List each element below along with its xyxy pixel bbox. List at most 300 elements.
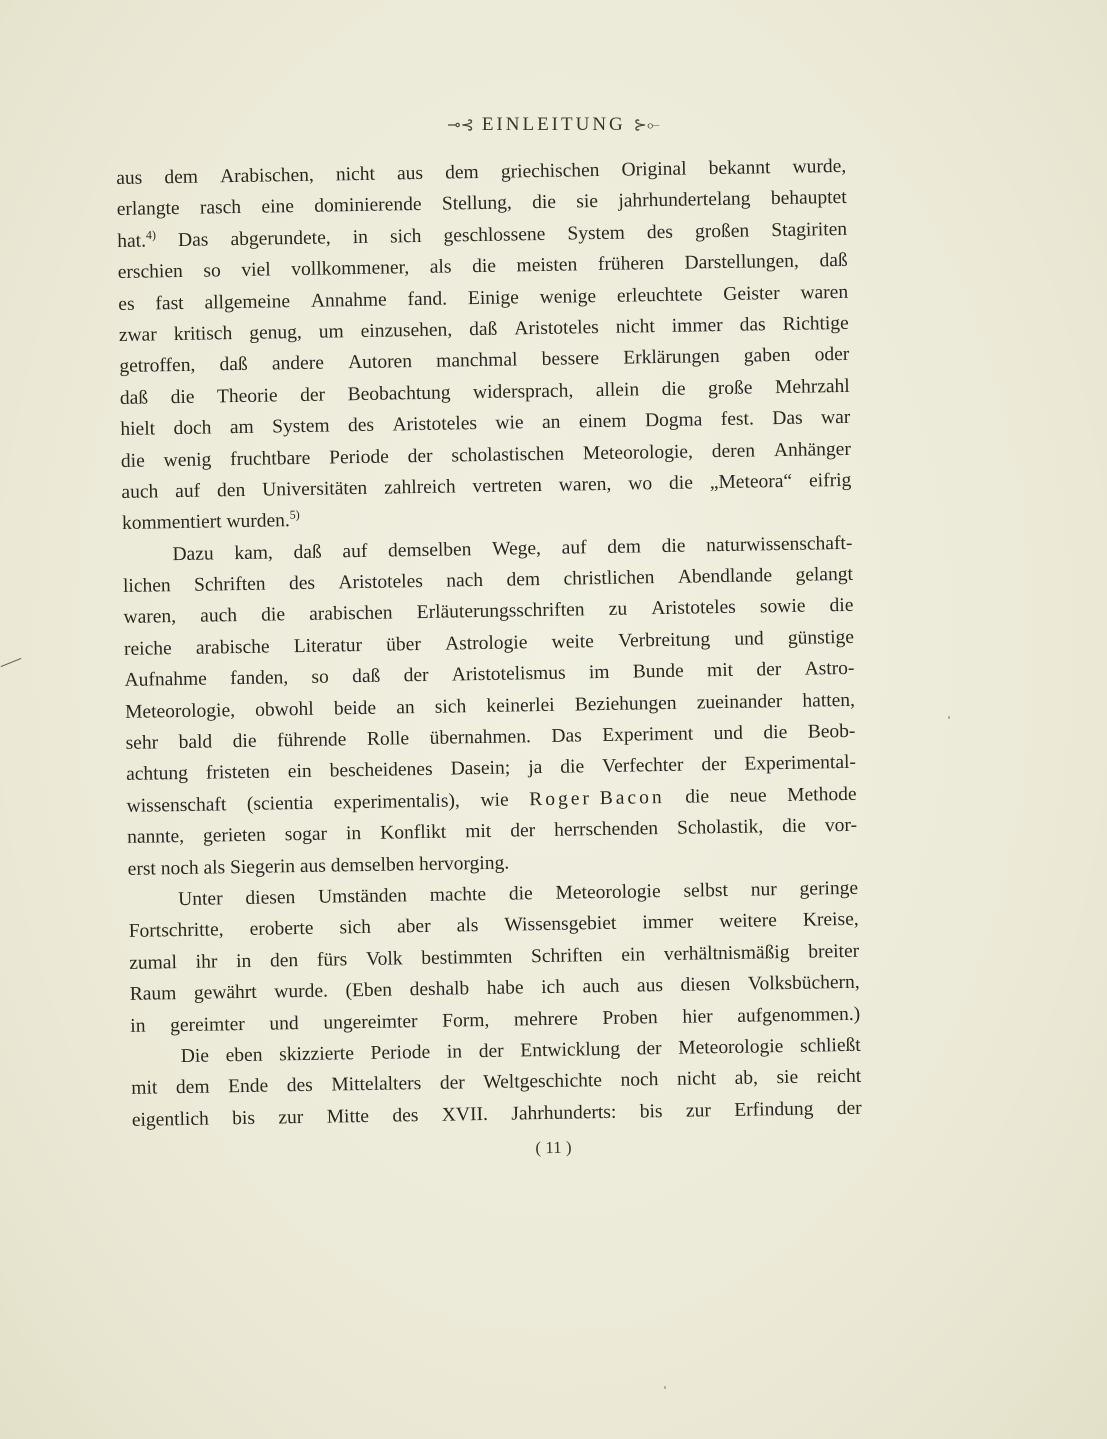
- word: eben: [225, 1044, 263, 1067]
- word: wissenschaft: [126, 794, 227, 817]
- word: (scientia: [246, 792, 314, 815]
- word: in: [352, 226, 369, 248]
- word: Das: [177, 229, 209, 251]
- word: eine: [261, 196, 295, 218]
- word: verhältnismäßig: [663, 941, 790, 965]
- word: zwar: [118, 324, 157, 346]
- word: Bunde: [632, 660, 684, 683]
- word: christlichen: [563, 567, 655, 590]
- word: die: [763, 721, 788, 744]
- word: wo: [628, 473, 653, 495]
- header-title: EINLEITUNG: [481, 114, 626, 135]
- word: sie: [776, 1067, 799, 1089]
- word: dominierende: [314, 194, 422, 218]
- word: den: [216, 479, 246, 502]
- word: Stellung,: [441, 192, 512, 215]
- word: auch: [121, 481, 159, 503]
- word: zueinander: [696, 690, 783, 714]
- word: XVII.: [441, 1103, 489, 1126]
- word: hielt: [120, 418, 156, 441]
- word: sich: [389, 225, 422, 248]
- emphasized-name: Roger Bacon: [529, 786, 665, 811]
- word: Aristoteles: [392, 413, 478, 436]
- word: Wissensgebiet: [504, 913, 617, 937]
- word: wie: [480, 789, 509, 811]
- word: fruchtbare: [230, 447, 311, 470]
- word: experimentalis),: [333, 790, 460, 814]
- word: Abendlande: [677, 565, 773, 588]
- word: widersprach,: [472, 380, 574, 403]
- word: Verbreitung: [617, 629, 711, 652]
- word: Schriften: [530, 944, 603, 967]
- word: Universitäten: [262, 477, 368, 501]
- word: kommentiert: [121, 511, 222, 535]
- word: abgerundete,: [230, 227, 331, 250]
- word: mit: [706, 660, 734, 682]
- word: Die: [180, 1045, 210, 1067]
- word: nicht: [335, 163, 376, 186]
- word: reicht: [816, 1066, 862, 1088]
- word: zur: [685, 1099, 712, 1122]
- word: Aristotelismus: [451, 662, 566, 686]
- word: der: [403, 665, 429, 687]
- word: Fortschritte,: [128, 919, 224, 943]
- word: Autoren: [347, 351, 413, 374]
- word: behauptet: [770, 187, 847, 210]
- word: fand.: [407, 288, 448, 310]
- word: hervorging.: [418, 852, 510, 875]
- word: mit: [465, 821, 492, 843]
- word: daß: [819, 250, 848, 272]
- word: waren: [800, 281, 849, 304]
- word: immer: [642, 911, 694, 934]
- word: nach: [446, 570, 484, 592]
- word: am: [229, 416, 254, 439]
- word: hat.$^{4)}$: [117, 227, 157, 252]
- word: große: [707, 377, 753, 399]
- word: mit: [131, 1077, 158, 1100]
- word: noch: [160, 857, 199, 879]
- word: breiter: [808, 940, 860, 963]
- word: auf: [342, 540, 368, 562]
- word: Mittelalters: [331, 1073, 422, 1096]
- word: des: [646, 221, 674, 243]
- word: übernahmen.: [429, 726, 532, 749]
- word: an: [541, 411, 561, 434]
- word: der: [701, 754, 727, 776]
- word: scholastischen: [451, 443, 565, 466]
- word: Aristoteles: [651, 597, 736, 620]
- word: die: [120, 450, 145, 472]
- word: der: [636, 1038, 662, 1060]
- word: erschien: [117, 261, 183, 284]
- word: der: [836, 1097, 862, 1119]
- word: sehr: [125, 732, 159, 754]
- word: Weltgeschichte: [483, 1070, 603, 1094]
- word: in: [446, 1041, 463, 1063]
- word: rasch: [199, 197, 242, 220]
- word: wurde.: [274, 980, 329, 1003]
- word: wurden.$^{5)}$: [226, 507, 300, 533]
- word: die: [170, 386, 195, 408]
- margin-mark: [1, 658, 22, 667]
- word: Meteorologie: [555, 881, 661, 904]
- word: Arabischen,: [219, 164, 314, 188]
- word: Beobachtung: [347, 382, 451, 405]
- word: die: [471, 255, 497, 278]
- word: daß: [293, 541, 322, 563]
- word: einem: [578, 410, 627, 433]
- word: an: [396, 696, 415, 719]
- word: arabischen: [309, 602, 393, 626]
- word: Mehrzahl: [774, 375, 850, 398]
- word: aus: [636, 975, 664, 997]
- word: daß: [219, 354, 248, 376]
- word: der: [300, 384, 326, 406]
- word: Methode: [787, 783, 857, 806]
- word: fast: [155, 292, 184, 314]
- word: der: [407, 445, 433, 467]
- word: Rolle: [366, 728, 410, 750]
- word: Beob-: [807, 720, 856, 743]
- word: hatten,: [802, 689, 856, 712]
- word: dem: [506, 569, 541, 591]
- word: andere: [271, 352, 325, 375]
- word: großen: [694, 220, 750, 243]
- word: der: [439, 1072, 465, 1095]
- word: viel: [241, 259, 271, 282]
- word: Ende: [227, 1075, 269, 1098]
- paper-speck: [664, 1386, 666, 1389]
- word: ihr: [195, 951, 218, 973]
- word: gelangt: [795, 563, 854, 586]
- word: die: [781, 815, 807, 838]
- word: den: [269, 949, 299, 972]
- word: dem: [175, 1076, 210, 1099]
- word: nicht: [615, 316, 655, 338]
- word: vertreten: [472, 474, 543, 498]
- word: Periode: [329, 446, 389, 469]
- word: Meteorologie,: [124, 699, 236, 723]
- word: hier: [682, 1005, 713, 1028]
- word: fristeten: [205, 761, 270, 785]
- paper-speck: [948, 716, 950, 719]
- word: zu: [608, 599, 628, 621]
- word: Scholastik,: [676, 816, 764, 839]
- word: genug,: [249, 321, 302, 344]
- word: Siegerin: [229, 855, 296, 878]
- word: waren,: [123, 606, 177, 629]
- word: und: [713, 722, 744, 745]
- word: über: [386, 633, 422, 656]
- word: ein: [287, 761, 312, 783]
- word: keinerlei: [486, 694, 555, 717]
- page-number: ( 11 ): [535, 1137, 572, 1158]
- word: reiche: [123, 638, 172, 660]
- word: des: [347, 414, 375, 437]
- word: dem: [164, 166, 199, 189]
- word: Dazu: [172, 543, 214, 565]
- word: auch: [582, 975, 620, 998]
- word: gewährt: [193, 981, 257, 1004]
- word: daß: [468, 318, 498, 341]
- word: Astrologie: [444, 632, 528, 655]
- word: Wege,: [492, 537, 542, 560]
- word: Dogma: [644, 409, 703, 432]
- word: der: [756, 659, 782, 681]
- word: Das: [772, 407, 803, 430]
- word: erst: [127, 858, 157, 880]
- running-header: [0, 114, 1107, 136]
- word: vor-: [824, 815, 858, 837]
- word: die: [668, 472, 694, 494]
- word: schließt: [799, 1034, 861, 1057]
- word: Literatur: [293, 634, 363, 657]
- word: beide: [333, 697, 377, 720]
- word: aus: [116, 167, 143, 189]
- word: herrschenden: [553, 818, 659, 842]
- word: Theorie: [216, 385, 278, 408]
- word: die: [531, 192, 557, 214]
- word: der: [510, 820, 536, 842]
- word: wurde,: [792, 155, 847, 178]
- word: sogar: [284, 823, 328, 846]
- word: System: [567, 222, 626, 245]
- word: diesen: [680, 974, 731, 996]
- word: die: [560, 756, 585, 779]
- word: Verfechter: [602, 755, 684, 778]
- word: naturwissenschaft-: [706, 532, 853, 556]
- word: ich: [540, 976, 566, 999]
- word: des: [392, 1104, 419, 1127]
- word: Darstellungen,: [684, 250, 800, 274]
- word: demselben: [387, 538, 472, 562]
- word: ja: [528, 757, 543, 779]
- footnote-reference: 4): [145, 227, 157, 242]
- word: daß: [351, 665, 381, 688]
- word: Proben: [602, 1006, 658, 1029]
- word: Volk: [365, 948, 403, 970]
- word: immer: [671, 314, 723, 337]
- word: Original: [621, 158, 687, 181]
- word: Erläuterungsschriften: [416, 599, 585, 624]
- word: System: [271, 415, 330, 438]
- word: eifrig: [808, 469, 852, 492]
- word: manchmal: [436, 349, 518, 373]
- word: Periode: [370, 1041, 431, 1064]
- word: kritisch: [173, 323, 233, 346]
- word: einzusehen,: [360, 319, 453, 342]
- word: dem: [445, 161, 479, 184]
- word: sie: [576, 191, 599, 213]
- word: habe: [486, 977, 524, 1000]
- word: selbst: [683, 879, 729, 902]
- word: Erklärungen: [623, 346, 720, 369]
- word: war: [820, 406, 851, 429]
- header-ornament-left: ⊸⊰: [447, 117, 475, 134]
- word: gaben: [743, 345, 791, 367]
- word: Stagiriten: [771, 218, 848, 241]
- word: als: [203, 856, 226, 879]
- word: Umständen: [317, 885, 408, 908]
- word: deren: [711, 439, 756, 462]
- word: ungereimter: [323, 1010, 418, 1034]
- word: Experiment: [602, 723, 694, 747]
- word: waren,: [558, 473, 612, 496]
- word: Meteorologie: [678, 1035, 784, 1059]
- word: Erfindung: [734, 1098, 814, 1121]
- word: das: [739, 314, 766, 336]
- word: wenige: [539, 285, 597, 308]
- word: vollkommener,: [291, 257, 410, 281]
- word: Jahrhunderts:: [511, 1101, 617, 1125]
- word: fanden,: [230, 667, 289, 690]
- word: daß: [119, 387, 149, 409]
- word: sowie: [759, 596, 806, 618]
- word: sich: [434, 695, 467, 718]
- word: Schriften: [193, 573, 266, 596]
- word: deshalb: [409, 978, 470, 1001]
- footnote-reference: 5): [289, 507, 300, 522]
- word: Meteorologie,: [582, 440, 694, 464]
- word: wenig: [163, 448, 212, 471]
- word: Entwicklung: [520, 1038, 621, 1062]
- header-ornament-right: ⊱⟜: [633, 117, 660, 134]
- word: Unter: [178, 888, 223, 911]
- word: doch: [173, 417, 212, 440]
- word: geringe: [799, 877, 859, 900]
- word: lichen: [122, 575, 171, 598]
- word: des: [288, 572, 316, 595]
- word: allein: [595, 379, 640, 401]
- word: in: [345, 823, 362, 845]
- word: zumal: [129, 951, 178, 974]
- word: fest.: [720, 408, 755, 431]
- word: allgemeine: [204, 290, 291, 314]
- word: achtung: [125, 763, 189, 786]
- word: griechischen: [500, 159, 600, 183]
- word: mehrere: [513, 1008, 578, 1031]
- word: Geister: [723, 282, 780, 305]
- word: der: [478, 1040, 504, 1063]
- word: die: [685, 786, 710, 808]
- word: getroffen,: [119, 355, 196, 378]
- word: kam,: [234, 542, 273, 564]
- word: meisten: [516, 254, 578, 277]
- word: Raum: [129, 983, 177, 1006]
- word: günstige: [787, 626, 855, 649]
- word: so: [311, 666, 329, 689]
- word: Annahme: [310, 289, 387, 312]
- word: Experimental-: [744, 752, 857, 776]
- word: aus: [299, 855, 327, 877]
- word: obwohl: [255, 698, 314, 721]
- word: jahrhundertelang: [618, 188, 751, 213]
- word: auf: [561, 536, 587, 559]
- word: als: [456, 915, 479, 937]
- word: Dasein;: [450, 757, 511, 780]
- word: Mitte: [326, 1105, 370, 1128]
- word: in: [235, 950, 252, 972]
- word: die: [661, 535, 686, 557]
- word: dem: [607, 536, 642, 558]
- word: Aufnahme: [124, 668, 208, 692]
- word: Form,: [442, 1009, 490, 1032]
- word: Das: [551, 725, 582, 747]
- word: die: [232, 730, 257, 753]
- word: und: [734, 628, 764, 650]
- word: um: [318, 321, 344, 343]
- word: Volksbüchern,: [747, 971, 860, 995]
- word: die: [508, 883, 533, 905]
- word: eroberte: [249, 918, 314, 941]
- word: aufgenommen.): [737, 1003, 861, 1027]
- word: nannte,: [127, 826, 185, 849]
- word: diesen: [245, 887, 296, 909]
- word: weite: [551, 631, 595, 653]
- word: und: [269, 1012, 299, 1035]
- word: bis: [639, 1100, 663, 1123]
- word: bald: [178, 731, 213, 754]
- word: aber: [396, 916, 431, 938]
- word: führende: [276, 729, 347, 752]
- body-text: [116, 151, 862, 1136]
- word: neue: [729, 785, 767, 807]
- word: Konflikt: [379, 821, 447, 844]
- word: sich: [339, 917, 372, 939]
- word: die: [661, 378, 686, 400]
- word: (Eben: [345, 979, 393, 1002]
- word: Aristoteles: [514, 316, 599, 340]
- word: im: [588, 662, 610, 684]
- word: bescheidenes: [329, 759, 433, 782]
- word: gerieten: [202, 824, 266, 847]
- word: bis: [232, 1107, 256, 1129]
- word: nur: [750, 879, 777, 901]
- word: bestimmten: [421, 946, 513, 969]
- word: Anhänger: [773, 438, 852, 461]
- word: Richtige: [782, 312, 849, 335]
- word: früheren: [597, 253, 665, 276]
- word: Kreise,: [802, 909, 859, 932]
- word: auch: [200, 605, 238, 628]
- word: zahlreich: [384, 476, 456, 499]
- word: bekannt: [708, 157, 771, 180]
- word: skizzierte: [279, 1043, 355, 1066]
- word: weitere: [719, 910, 777, 933]
- word: Beziehungen: [574, 692, 677, 716]
- word: wie: [495, 412, 524, 434]
- word: zur: [278, 1106, 304, 1129]
- word: erleuchtete: [616, 283, 703, 307]
- word: noch: [620, 1069, 659, 1092]
- word: erlangte: [116, 198, 180, 221]
- word: geschlossene: [443, 223, 546, 247]
- word: als: [429, 256, 452, 278]
- word: nicht: [676, 1068, 717, 1091]
- word: oder: [814, 344, 850, 366]
- word: arabische: [195, 636, 270, 659]
- word: ab,: [734, 1067, 759, 1090]
- word: in: [130, 1015, 146, 1037]
- word: gereimter: [169, 1013, 245, 1036]
- word: Aristoteles: [338, 571, 424, 594]
- word: bessere: [541, 348, 600, 371]
- word: es: [118, 293, 135, 315]
- word: so: [203, 260, 221, 282]
- word: ein: [621, 944, 646, 966]
- word: auf: [175, 480, 201, 502]
